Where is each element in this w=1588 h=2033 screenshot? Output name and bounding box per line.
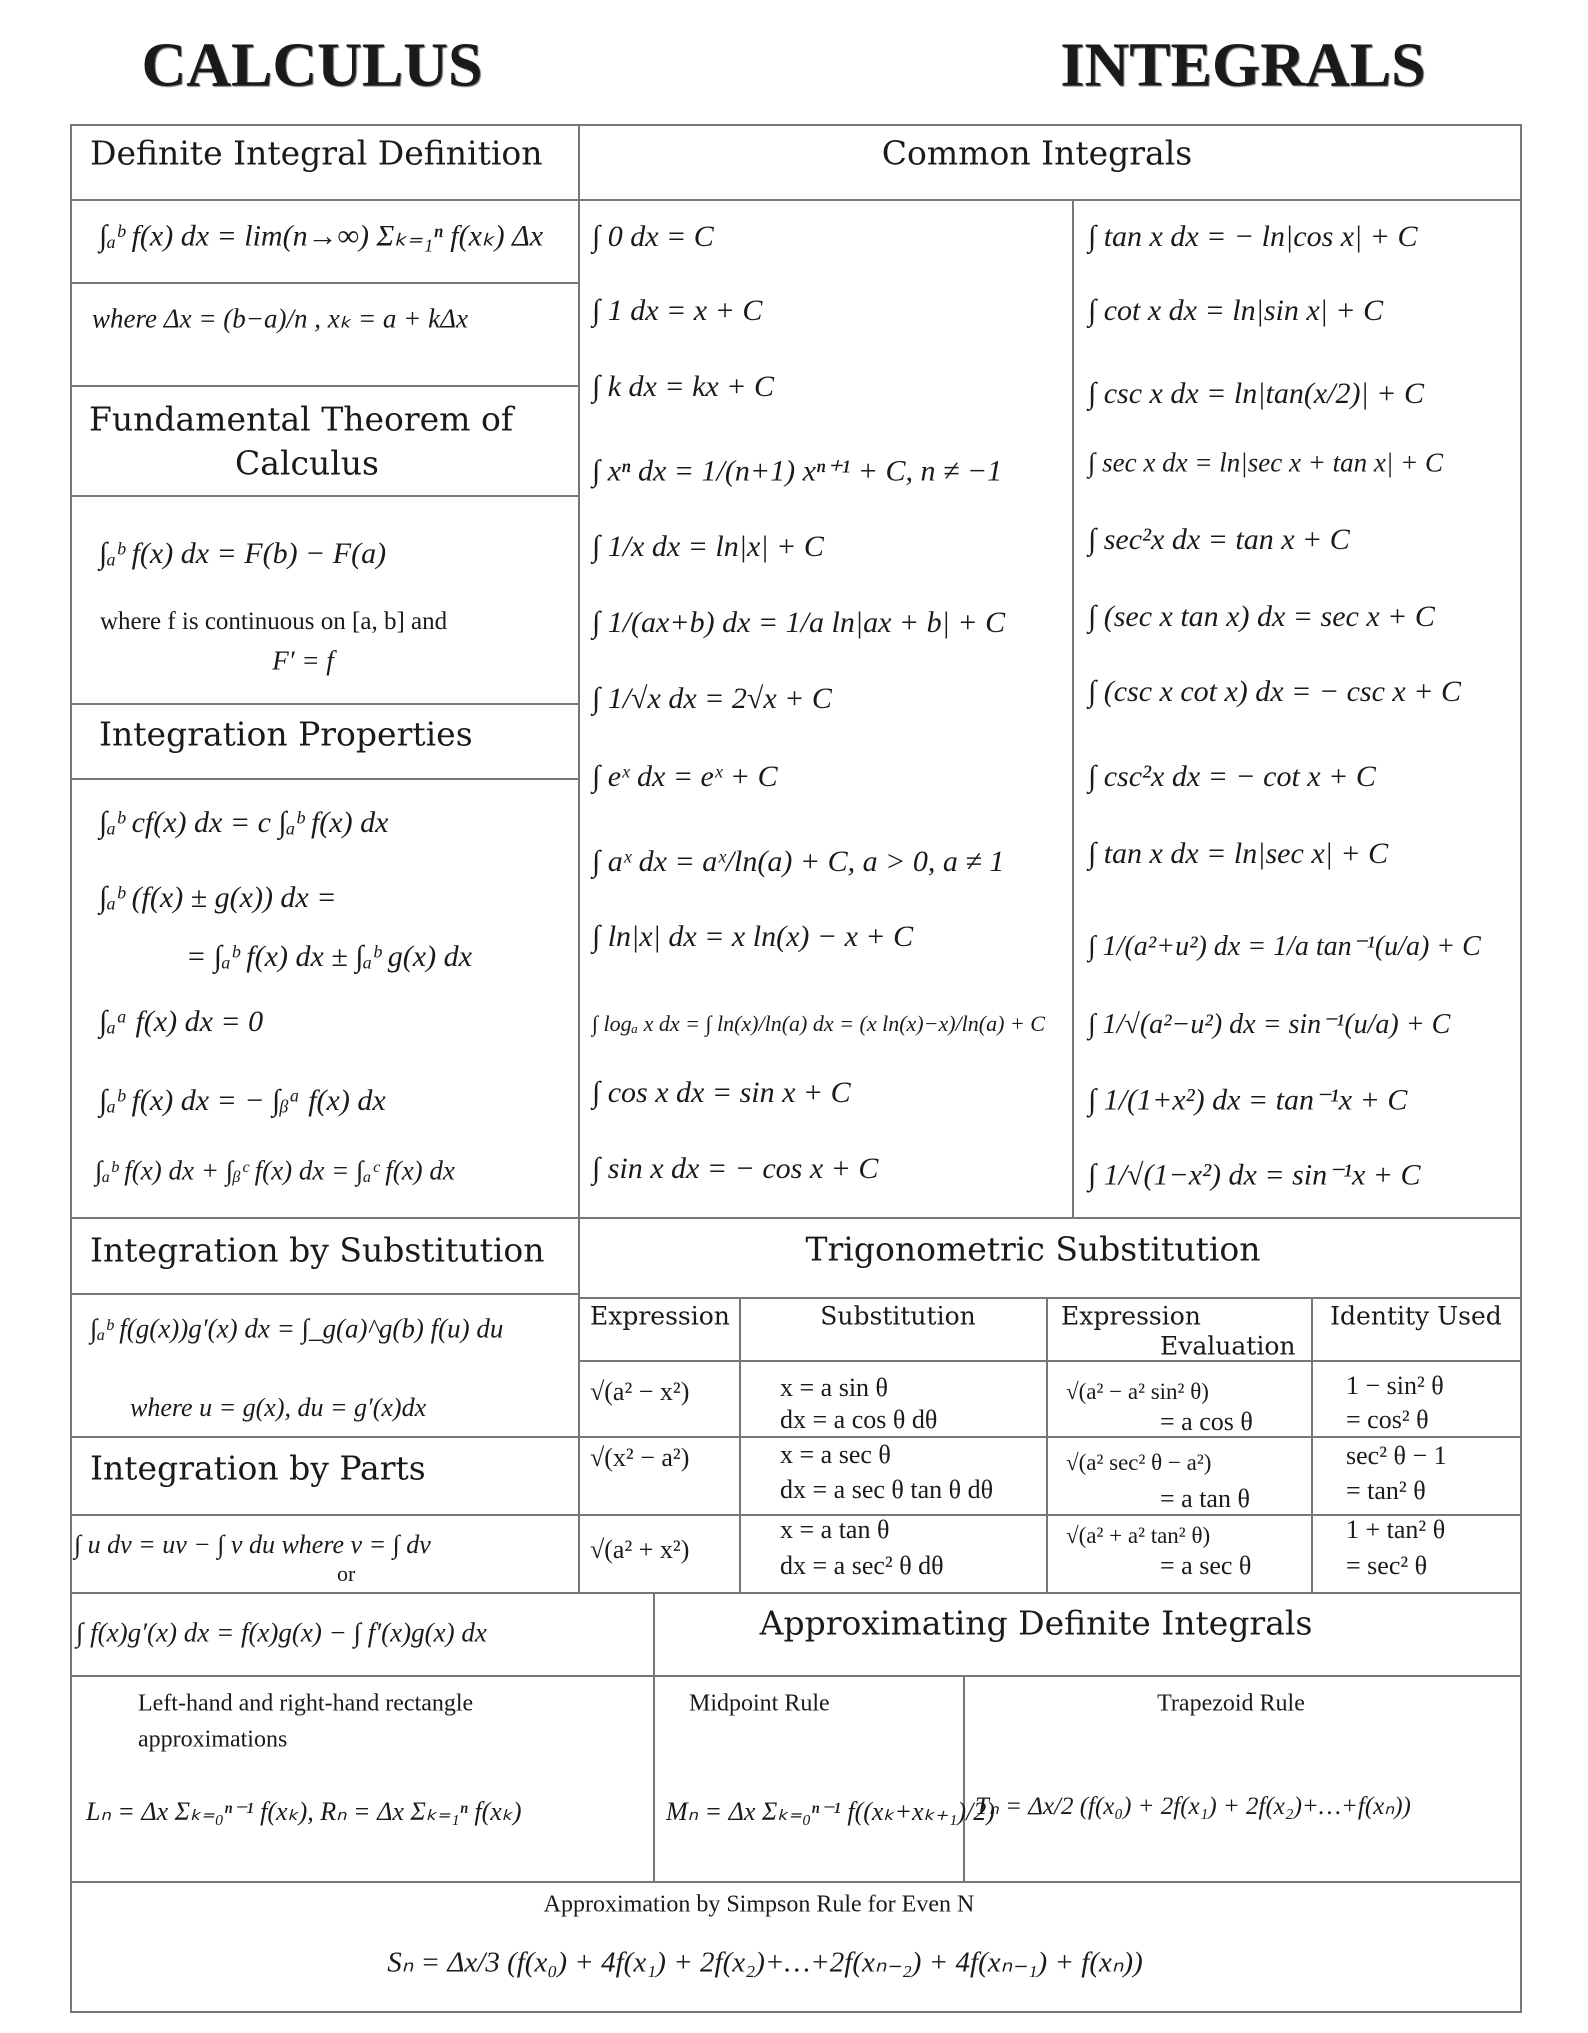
common-integral-right: ∫ sec²x dx = tan x + C: [1088, 523, 1350, 556]
trig-identity: sec² θ − 1: [1346, 1441, 1447, 1470]
common-integral-left: ∫ 0 dx = C: [592, 220, 714, 253]
integration-by-parts-header: Integration by Parts: [90, 1448, 426, 1488]
trig-identity-result: = cos² θ: [1346, 1405, 1429, 1434]
property-item: ∫ₐᵇ (f(x) ± g(x)) dx =: [99, 881, 337, 914]
trig-col-identity: Identity Used: [1330, 1301, 1502, 1331]
trig-evaluation: √(a² sec² θ − a²): [1066, 1450, 1212, 1475]
midpoint-formula: Mₙ = Δx Σₖ₌₀ⁿ⁻¹ f((xₖ+xₖ₊₁)/2): [666, 1797, 995, 1826]
trig-col-expression-eval: Expression: [1061, 1301, 1201, 1331]
trig-identity: 1 − sin² θ: [1346, 1371, 1444, 1400]
trapezoid-formula: Tₙ = Δx/2 (f(x₀) + 2f(x₁) + 2f(x₂)+…+f(xₙ)): [975, 1793, 1411, 1820]
common-integral-left: ∫ sin x dx = − cos x + C: [592, 1152, 879, 1185]
definite-integral-where: where Δx = (b−a)/n , xₖ = a + kΔx: [92, 303, 468, 334]
trig-substitution-dx: dx = a sec θ tan θ dθ: [780, 1475, 994, 1504]
trig-substitution-dx: dx = a cos θ dθ: [780, 1405, 938, 1434]
approximating-header: Approximating Definite Integrals: [759, 1603, 1313, 1643]
trig-identity-result: = sec² θ: [1346, 1551, 1428, 1580]
trig-identity-result: = tan² θ: [1346, 1476, 1426, 1505]
substitution-where: where u = g(x), du = g′(x)dx: [130, 1393, 427, 1422]
trig-evaluation-result: = a sec θ: [1160, 1551, 1252, 1580]
parts-formula-2: ∫ f(x)g′(x) dx = f(x)g(x) − ∫ f′(x)g(x) dx: [76, 1617, 487, 1648]
trig-substitution-dx: dx = a sec² θ dθ: [780, 1551, 944, 1580]
common-integral-left: ∫ cos x dx = sin x + C: [592, 1076, 851, 1109]
title-calculus: CALCULUS: [141, 31, 483, 100]
ftc-formula: ∫ₐᵇ f(x) dx = F(b) − F(a): [99, 537, 387, 570]
substitution-formula: ∫ₐᵇ f(g(x))g′(x) dx = ∫_g(a)^g(b) f(u) du: [90, 1313, 504, 1344]
property-item: = ∫ₐᵇ f(x) dx ± ∫ₐᵇ g(x) dx: [186, 940, 472, 973]
midpoint-label: Midpoint Rule: [689, 1690, 830, 1717]
property-item: ∫ₐᵇ f(x) dx = − ∫ᵦᵃ f(x) dx: [99, 1084, 386, 1117]
property-item: ∫ₐᵇ cf(x) dx = c ∫ₐᵇ f(x) dx: [99, 806, 389, 839]
trig-expression: √(a² − x²): [590, 1377, 690, 1406]
simpson-label: Approximation by Simpson Rule for Even N: [543, 1891, 975, 1918]
rectangle-label: Left-hand and right-hand rectangle: [138, 1690, 474, 1717]
trig-col-evaluation: Evaluation: [1160, 1331, 1296, 1361]
common-integral-right: ∫ sec x dx = ln|sec x + tan x| + C: [1088, 447, 1444, 478]
trig-identity: 1 + tan² θ: [1346, 1515, 1446, 1544]
common-integral-right: ∫ (sec x tan x) dx = sec x + C: [1088, 600, 1435, 633]
common-integral-left: ∫ eˣ dx = eˣ + C: [592, 760, 778, 793]
common-integral-left: ∫ ln|x| dx = x ln(x) − x + C: [592, 920, 914, 953]
integration-properties-header: Integration Properties: [99, 714, 473, 754]
common-integral-right: ∫ 1/√(a²−u²) dx = sin⁻¹(u/a) + C: [1088, 1009, 1451, 1040]
rectangle-formula: Lₙ = Δx Σₖ₌₀ⁿ⁻¹ f(xₖ), Rₙ = Δx Σₖ₌₁ⁿ f(xₖ): [86, 1797, 522, 1826]
common-integral-right: ∫ (csc x cot x) dx = − csc x + C: [1088, 675, 1461, 708]
trig-evaluation-result: = a cos θ: [1160, 1407, 1253, 1436]
property-item: ∫ₐᵇ f(x) dx + ∫ᵦᶜ f(x) dx = ∫ₐᶜ f(x) dx: [95, 1155, 455, 1186]
trig-evaluation: √(a² − a² sin² θ): [1066, 1379, 1209, 1404]
common-integral-left: ∫ xⁿ dx = 1/(n+1) xⁿ⁺¹ + C, n ≠ −1: [592, 454, 1003, 488]
simpson-formula: Sₙ = Δx/3 (f(x₀) + 4f(x₁) + 2f(x₂)+…+2f(xₙ₋₂) + 4f(xₙ₋₁) + f(xₙ)): [387, 1946, 1143, 1979]
common-integral-right: ∫ cot x dx = ln|sin x| + C: [1088, 294, 1384, 327]
common-integral-left: ∫ 1/√x dx = 2√x + C: [592, 682, 832, 715]
parts-formula: ∫ u dv = uv − ∫ v du where v = ∫ dv: [74, 1530, 431, 1559]
trig-expression: √(a² + x²): [590, 1535, 690, 1564]
common-integral-right: ∫ tan x dx = − ln|cos x| + C: [1088, 220, 1418, 253]
common-integral-right: ∫ csc x dx = ln|tan(x/2)| + C: [1088, 377, 1424, 410]
common-integral-left: ∫ aˣ dx = aˣ/ln(a) + C, a > 0, a ≠ 1: [592, 845, 1005, 878]
trig-evaluation: √(a² + a² tan² θ): [1066, 1523, 1211, 1548]
common-integral-right: ∫ 1/(a²+u²) dx = 1/a tan⁻¹(u/a) + C: [1088, 931, 1481, 962]
trig-substitution: x = a sin θ: [780, 1373, 888, 1402]
property-item: ∫ₐᵃ f(x) dx = 0: [99, 1005, 264, 1038]
trig-substitution: x = a sec θ: [780, 1440, 891, 1469]
substitution-header: Integration by Substitution: [90, 1230, 545, 1270]
parts-or: or: [337, 1561, 356, 1586]
ftc-where-line2: F′ = f: [272, 645, 334, 676]
ftc-header-line2: Calculus: [235, 443, 379, 483]
ftc-header-line1: Fundamental Theorem of: [88, 399, 514, 439]
ftc-where-line1: where f is continuous on [a, b] and: [100, 608, 448, 635]
common-integral-left: ∫ 1/x dx = ln|x| + C: [592, 530, 824, 563]
common-integral-left: ∫ k dx = kx + C: [592, 370, 774, 403]
title-integrals: INTEGRALS: [1060, 31, 1426, 100]
common-integral-left: ∫ 1/(ax+b) dx = 1/a ln|ax + b| + C: [592, 606, 1006, 639]
common-integral-right: ∫ tan x dx = ln|sec x| + C: [1088, 837, 1389, 870]
trig-col-expression: Expression: [590, 1301, 730, 1331]
common-integral-left: ∫ logₐ x dx = ∫ ln(x)/ln(a) dx = (x ln(x)−x)/ln(a) + C: [592, 1011, 1045, 1036]
trapezoid-label: Trapezoid Rule: [1157, 1690, 1305, 1717]
trig-substitution-header: Trigonometric Substitution: [805, 1229, 1261, 1269]
trig-substitution: x = a tan θ: [780, 1515, 890, 1544]
common-integral-right: ∫ 1/√(1−x²) dx = sin⁻¹x + C: [1088, 1158, 1421, 1192]
common-integral-right: ∫ csc²x dx = − cot x + C: [1088, 760, 1376, 793]
common-integral-right: ∫ 1/(1+x²) dx = tan⁻¹x + C: [1088, 1083, 1408, 1117]
trig-expression: √(x² − a²): [590, 1443, 690, 1472]
trig-evaluation-result: = a tan θ: [1160, 1484, 1250, 1513]
common-integral-left: ∫ 1 dx = x + C: [592, 294, 763, 327]
trig-col-substitution: Substitution: [820, 1301, 976, 1331]
common-integrals-header: Common Integrals: [881, 133, 1193, 173]
rectangle-label-2: approximations: [138, 1726, 288, 1753]
definite-integral-formula: ∫ₐᵇ f(x) dx = lim(n→∞) Σₖ₌₁ⁿ f(xₖ) Δx: [99, 219, 544, 253]
definite-integral-header: Definite Integral Definition: [90, 133, 543, 173]
